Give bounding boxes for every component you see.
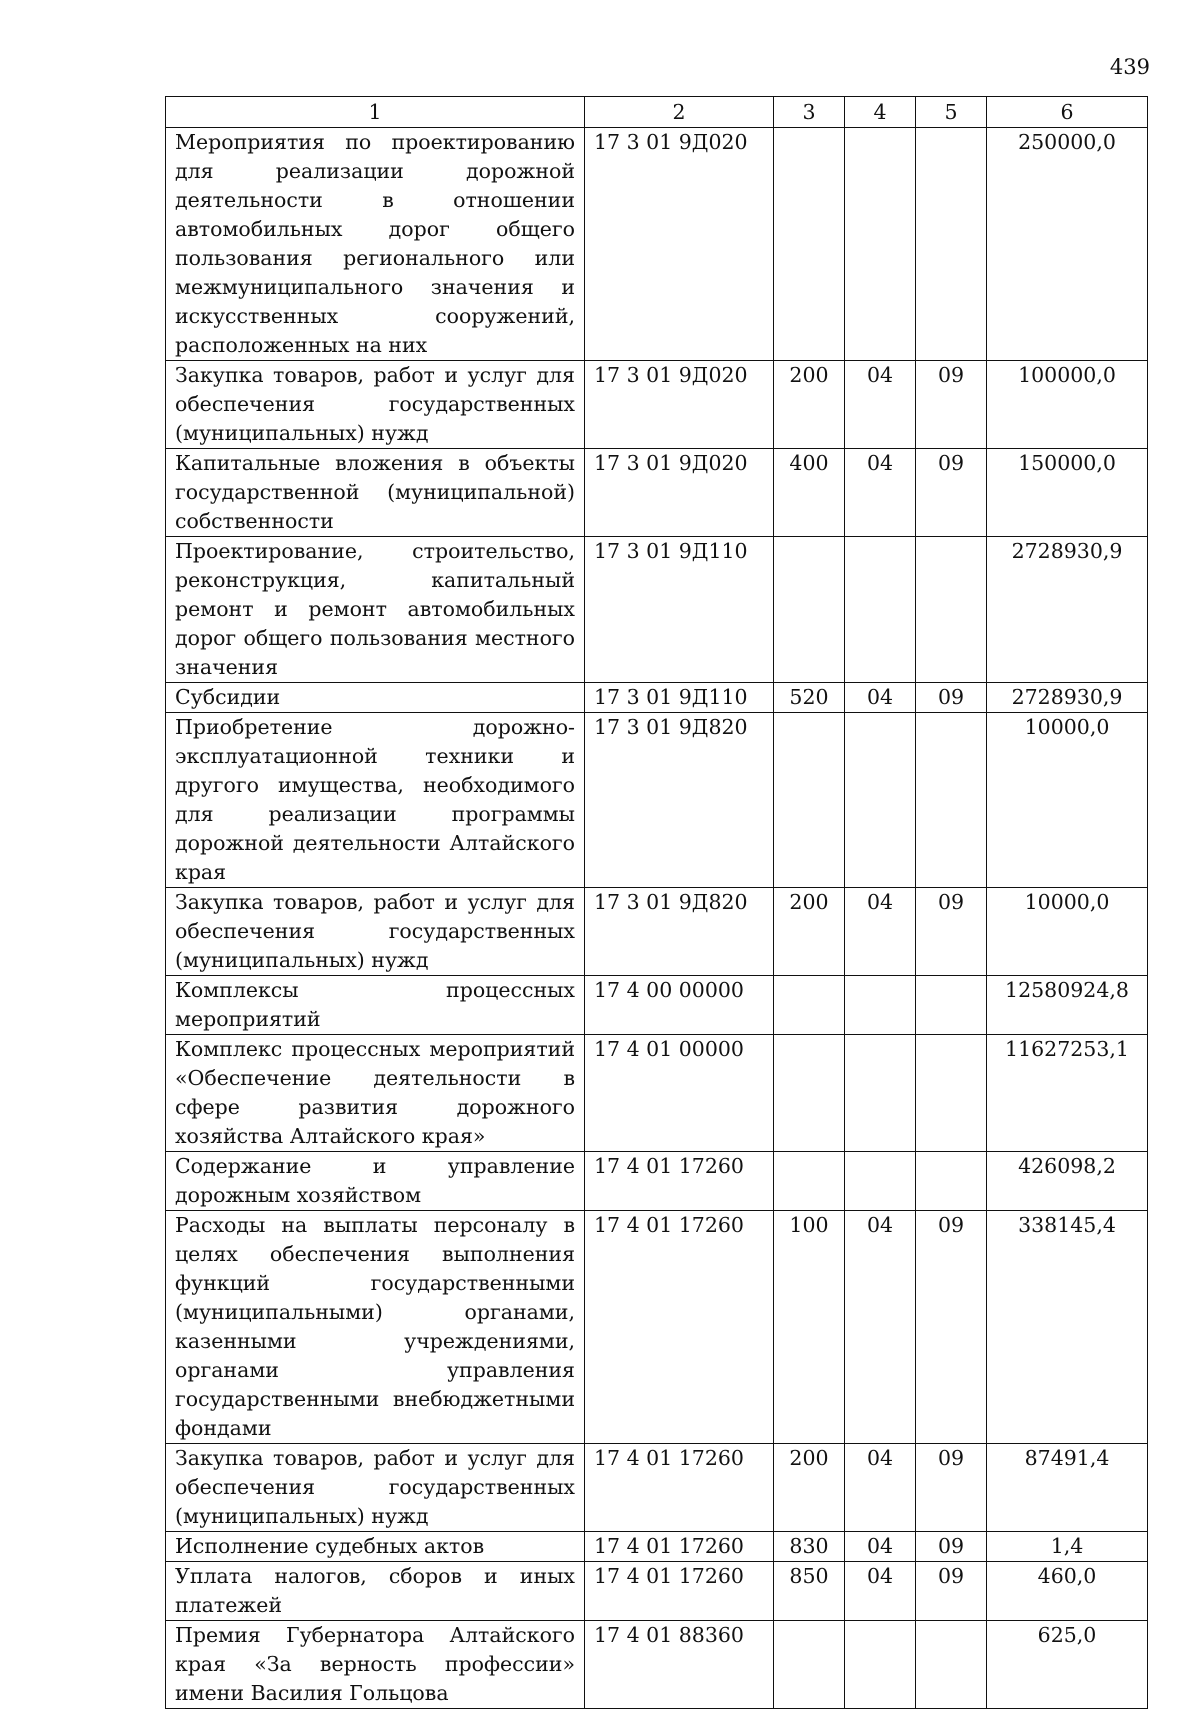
row-code-cell: 17 3 01 9Д020 xyxy=(585,449,774,537)
row-vr-cell xyxy=(774,537,845,683)
row-name-cell: Субсидии xyxy=(166,683,585,713)
row-pr-cell xyxy=(916,537,987,683)
row-rz-cell xyxy=(845,537,916,683)
row-amount-cell: 12580924,8 xyxy=(987,976,1148,1035)
table-row xyxy=(166,1035,1148,1152)
row-vr-cell xyxy=(774,1035,845,1152)
row-name-cell: Содержание и управление дорожным хозяйством xyxy=(166,1152,585,1211)
row-name-cell: Премия Губернатора Алтайского края «За верность профессии» имени Василия Гольцова xyxy=(166,1621,585,1709)
row-code-cell: 17 3 01 9Д020 xyxy=(585,361,774,449)
table-row xyxy=(166,128,1148,361)
row-amount-cell: 338145,4 xyxy=(987,1211,1148,1444)
row-amount-cell: 460,0 xyxy=(987,1562,1148,1621)
row-pr-cell: 09 xyxy=(916,1532,987,1562)
row-amount-cell: 10000,0 xyxy=(987,888,1148,976)
row-code-cell: 17 3 01 9Д110 xyxy=(585,683,774,713)
row-vr-cell xyxy=(774,713,845,888)
row-code-cell: 17 4 01 17260 xyxy=(585,1532,774,1562)
page-number: 439 xyxy=(1109,55,1150,79)
row-rz-cell xyxy=(845,1621,916,1709)
table-row xyxy=(166,361,1148,449)
row-rz-cell: 04 xyxy=(845,449,916,537)
row-name-cell: Комплексы процессных мероприятий xyxy=(166,976,585,1035)
row-code-cell: 17 3 01 9Д020 xyxy=(585,128,774,361)
row-rz-cell: 04 xyxy=(845,1444,916,1532)
row-amount-cell: 1,4 xyxy=(987,1532,1148,1562)
table-row xyxy=(166,683,1148,713)
row-pr-cell xyxy=(916,1152,987,1211)
row-amount-cell: 100000,0 xyxy=(987,361,1148,449)
row-pr-cell xyxy=(916,713,987,888)
table-row xyxy=(166,976,1148,1035)
column-header-2: 2 xyxy=(585,97,774,128)
row-vr-cell: 400 xyxy=(774,449,845,537)
row-rz-cell: 04 xyxy=(845,683,916,713)
row-amount-cell: 87491,4 xyxy=(987,1444,1148,1532)
table-row xyxy=(166,713,1148,888)
row-vr-cell: 100 xyxy=(774,1211,845,1444)
row-pr-cell xyxy=(916,976,987,1035)
row-amount-cell: 2728930,9 xyxy=(987,683,1148,713)
column-header-3: 3 xyxy=(774,97,845,128)
row-code-cell: 17 4 01 17260 xyxy=(585,1562,774,1621)
row-rz-cell: 04 xyxy=(845,1532,916,1562)
table-row xyxy=(166,1444,1148,1532)
row-code-cell: 17 4 00 00000 xyxy=(585,976,774,1035)
row-name-cell: Расходы на выплаты персоналу в целях обеспечения выполнения функций государственными (муниципальными) органами, казенными учреждениями, органами управления государственными внебюджетными фондами xyxy=(166,1211,585,1444)
row-name-cell: Мероприятия по проектированию для реализации дорожной деятельности в отношении автомобильных дорог общего пользования регионального или межмуниципального значения и искусственных сооружений, расположенных на них xyxy=(166,128,585,361)
row-vr-cell: 200 xyxy=(774,1444,845,1532)
row-vr-cell xyxy=(774,1621,845,1709)
table-header xyxy=(166,97,1148,128)
row-vr-cell xyxy=(774,1152,845,1211)
row-code-cell: 17 4 01 88360 xyxy=(585,1621,774,1709)
row-rz-cell: 04 xyxy=(845,361,916,449)
row-code-cell: 17 3 01 9Д820 xyxy=(585,888,774,976)
row-rz-cell: 04 xyxy=(845,888,916,976)
row-rz-cell xyxy=(845,976,916,1035)
row-rz-cell xyxy=(845,713,916,888)
table-row xyxy=(166,888,1148,976)
row-name-cell: Уплата налогов, сборов и иных платежей xyxy=(166,1562,585,1621)
table-row xyxy=(166,1211,1148,1444)
row-pr-cell: 09 xyxy=(916,1444,987,1532)
row-pr-cell: 09 xyxy=(916,361,987,449)
row-name-cell: Закупка товаров, работ и услуг для обеспечения государственных (муниципальных) нужд xyxy=(166,1444,585,1532)
row-rz-cell xyxy=(845,128,916,361)
row-vr-cell: 200 xyxy=(774,888,845,976)
row-vr-cell xyxy=(774,976,845,1035)
row-name-cell: Проектирование, строительство, реконструкция, капитальный ремонт и ремонт автомобильных дорог общего пользования местного значения xyxy=(166,537,585,683)
row-code-cell: 17 4 01 00000 xyxy=(585,1035,774,1152)
column-header-1: 1 xyxy=(166,97,585,128)
row-amount-cell: 625,0 xyxy=(987,1621,1148,1709)
header-row xyxy=(166,97,1148,128)
row-code-cell: 17 4 01 17260 xyxy=(585,1152,774,1211)
row-name-cell: Приобретение дорожно-эксплуатационной техники и другого имущества, необходимого для реализации программы дорожной деятельности Алтайского края xyxy=(166,713,585,888)
row-name-cell: Закупка товаров, работ и услуг для обеспечения государственных (муниципальных) нужд xyxy=(166,888,585,976)
row-pr-cell: 09 xyxy=(916,1211,987,1444)
row-code-cell: 17 3 01 9Д110 xyxy=(585,537,774,683)
row-rz-cell: 04 xyxy=(845,1211,916,1444)
row-amount-cell: 10000,0 xyxy=(987,713,1148,888)
row-vr-cell: 200 xyxy=(774,361,845,449)
row-amount-cell: 2728930,9 xyxy=(987,537,1148,683)
budget-table xyxy=(165,96,1148,1709)
row-pr-cell xyxy=(916,1035,987,1152)
row-name-cell: Комплекс процессных мероприятий «Обеспечение деятельности в сфере развития дорожного хозяйства Алтайского края» xyxy=(166,1035,585,1152)
row-rz-cell: 04 xyxy=(845,1562,916,1621)
row-pr-cell xyxy=(916,128,987,361)
row-code-cell: 17 4 01 17260 xyxy=(585,1211,774,1444)
row-amount-cell: 250000,0 xyxy=(987,128,1148,361)
row-name-cell: Исполнение судебных актов xyxy=(166,1532,585,1562)
row-amount-cell: 150000,0 xyxy=(987,449,1148,537)
table-row xyxy=(166,449,1148,537)
table-body xyxy=(166,128,1148,1709)
table-row xyxy=(166,1562,1148,1621)
row-pr-cell: 09 xyxy=(916,683,987,713)
column-header-4: 4 xyxy=(845,97,916,128)
table-row xyxy=(166,1152,1148,1211)
row-pr-cell xyxy=(916,1621,987,1709)
row-amount-cell: 11627253,1 xyxy=(987,1035,1148,1152)
table-row xyxy=(166,537,1148,683)
row-pr-cell: 09 xyxy=(916,449,987,537)
table-row xyxy=(166,1621,1148,1709)
row-code-cell: 17 4 01 17260 xyxy=(585,1444,774,1532)
row-pr-cell: 09 xyxy=(916,888,987,976)
row-vr-cell xyxy=(774,128,845,361)
row-rz-cell xyxy=(845,1035,916,1152)
row-amount-cell: 426098,2 xyxy=(987,1152,1148,1211)
table-row xyxy=(166,1532,1148,1562)
row-rz-cell xyxy=(845,1152,916,1211)
row-vr-cell: 850 xyxy=(774,1562,845,1621)
row-name-cell: Капитальные вложения в объекты государственной (муниципальной) собственности xyxy=(166,449,585,537)
row-pr-cell: 09 xyxy=(916,1562,987,1621)
row-code-cell: 17 3 01 9Д820 xyxy=(585,713,774,888)
column-header-5: 5 xyxy=(916,97,987,128)
row-name-cell: Закупка товаров, работ и услуг для обеспечения государственных (муниципальных) нужд xyxy=(166,361,585,449)
row-vr-cell: 520 xyxy=(774,683,845,713)
row-vr-cell: 830 xyxy=(774,1532,845,1562)
column-header-6: 6 xyxy=(987,97,1148,128)
